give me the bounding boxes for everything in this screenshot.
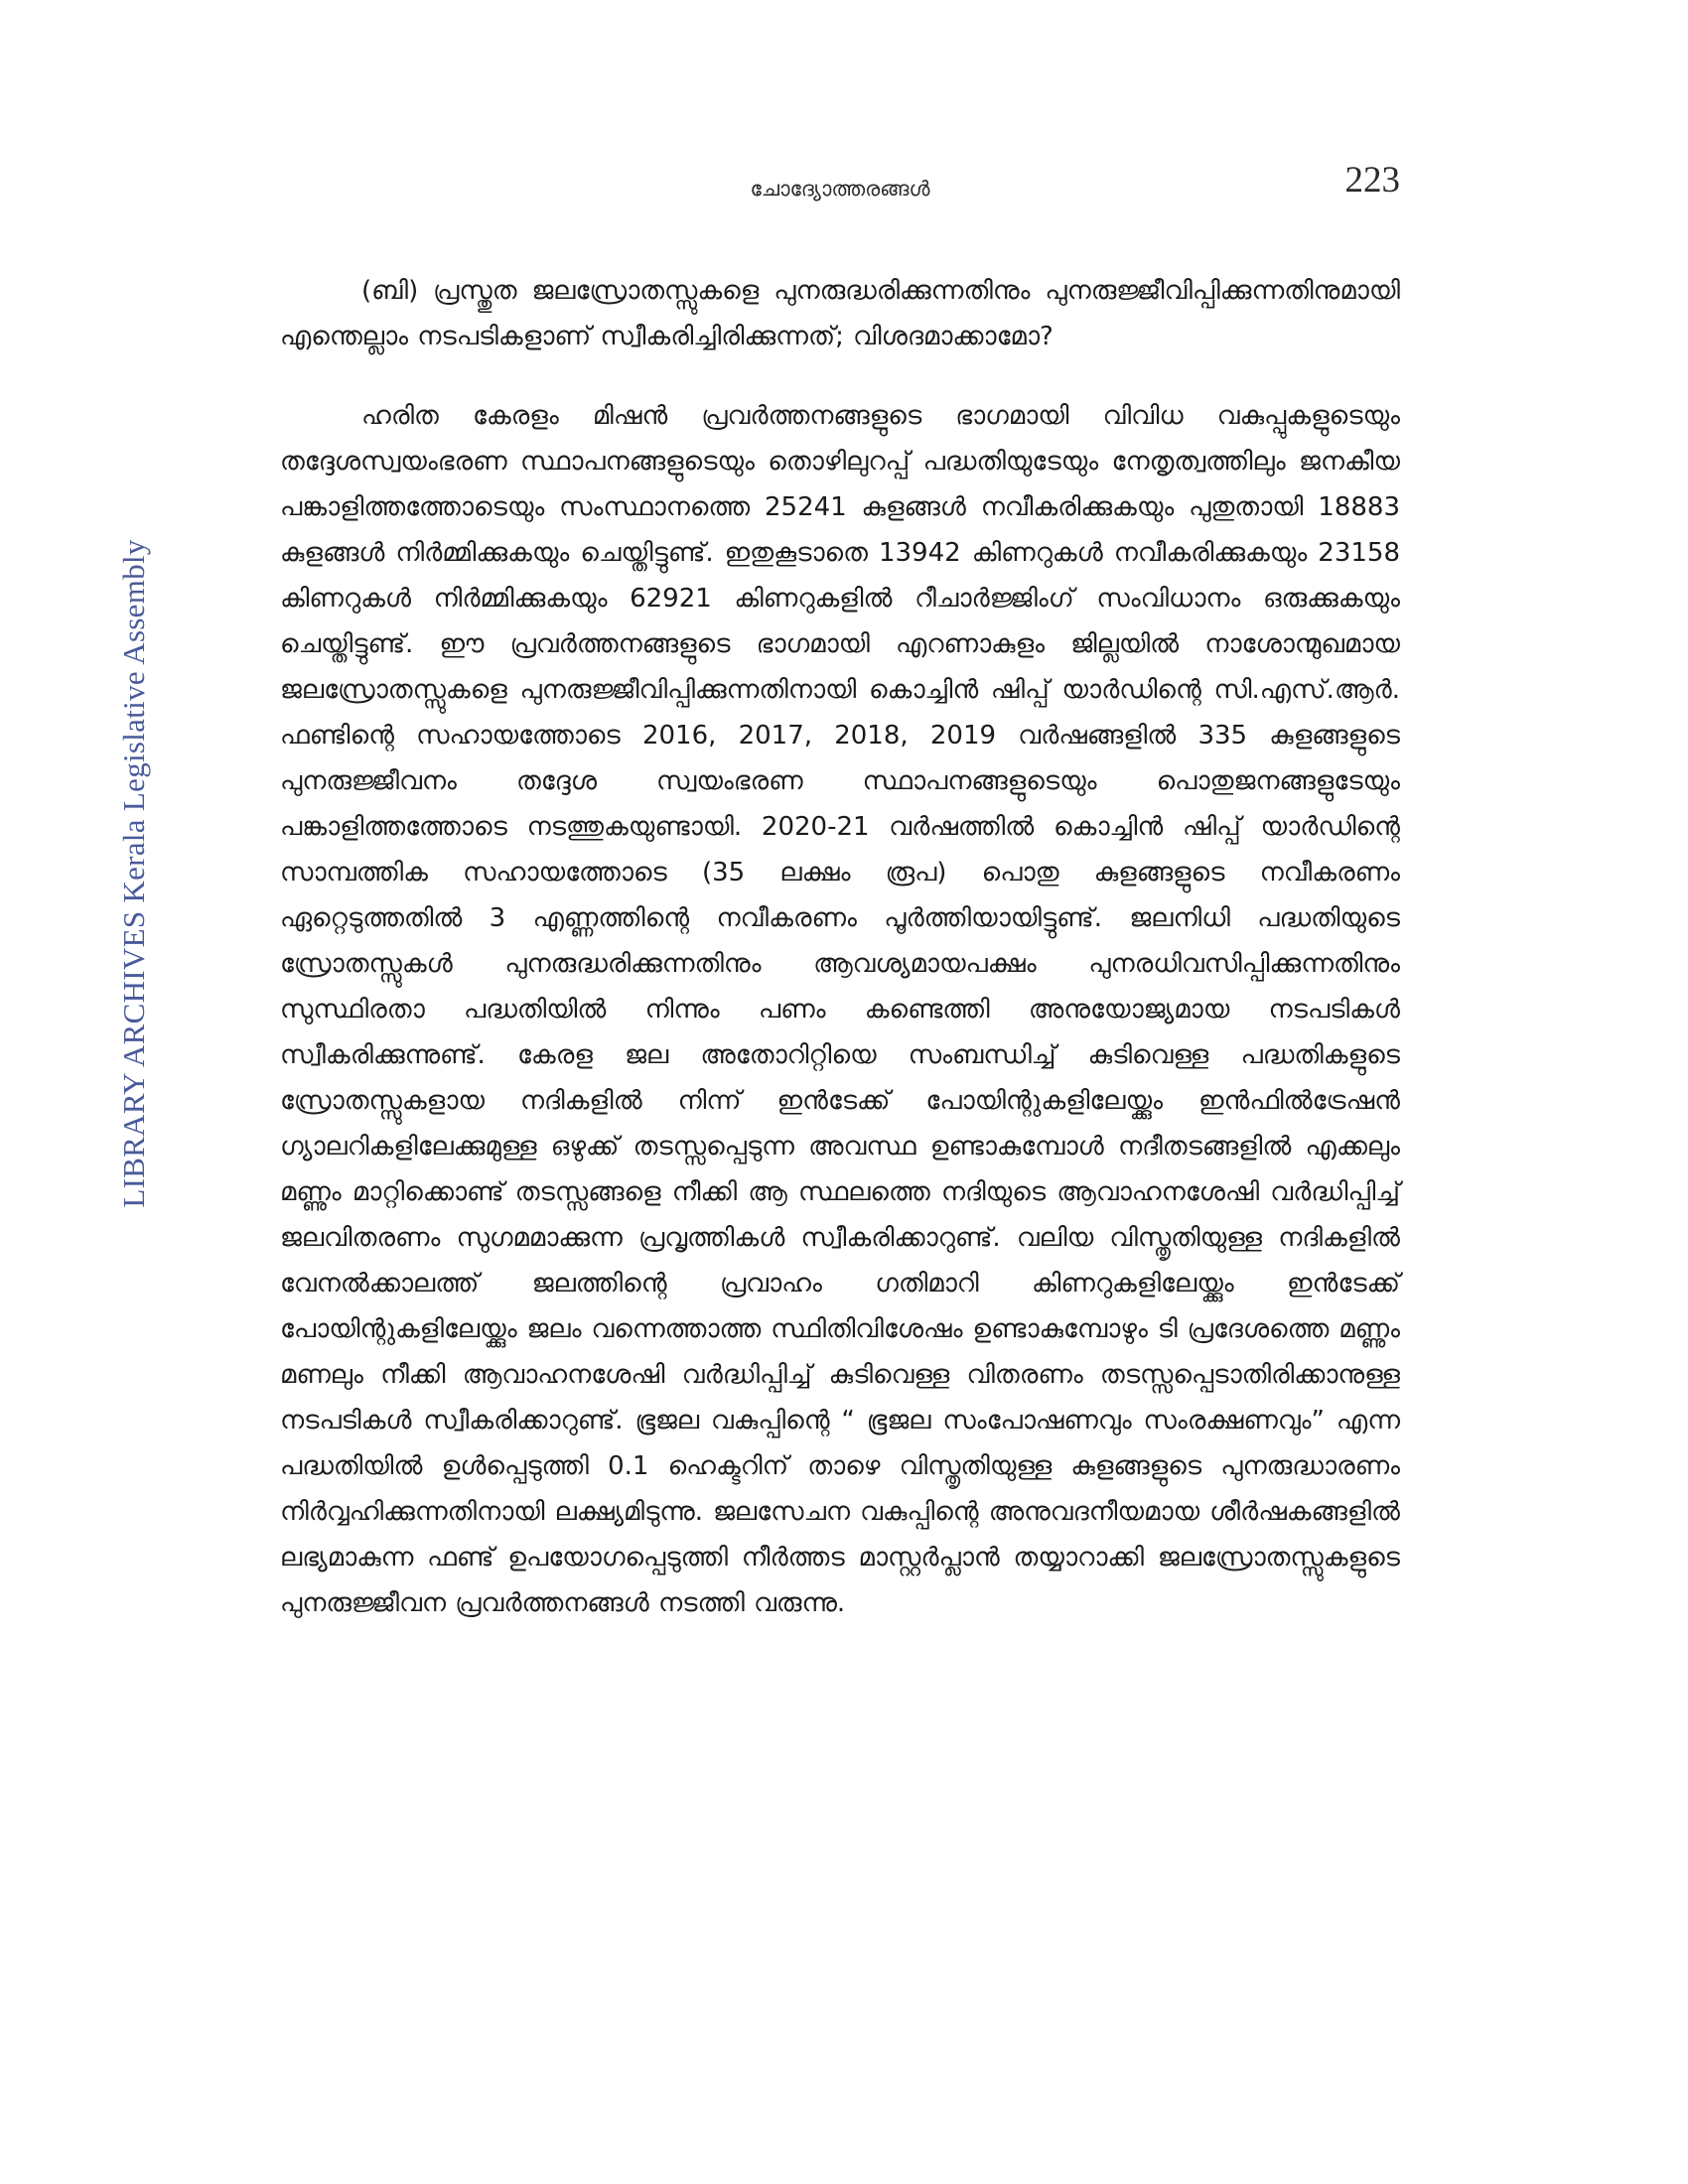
answer-paragraph: ഹരിത കേരളം മിഷൻ പ്രവർത്തനങ്ങളുടെ ഭാഗമായി വിവിധ വകുപ്പുകളുടെയും തദ്ദേശസ്വയംഭരണ സ്ഥാപനങ്ങളുടെയും തൊഴിലുറപ്പ് പദ്ധതിയുടേയും നേതൃത്വത്തിലും ജനകീയ പങ്കാളിത്തത്തോടെയും സംസ്ഥാനത്തെ 25241 കുളങ്ങൾ നവീകരിക്കുകയും പുതുതായി 18883 കുളങ്ങൾ നിർമ്മിക്കുകയും ചെയ്തിട്ടുണ്ട്. ഇതുകൂടാതെ 13942 കിണറുകൾ നവീകരിക്കുകയും 23158 കിണറുകൾ നിർമ്മിക്കുകയും 62921 കിണറുകളിൽ റീചാർജ്ജിംഗ് സംവിധാനം ഒരുക്കുകയും ചെയ്തിട്ടുണ്ട്. ഈ പ്രവർത്തനങ്ങളുടെ ഭാഗമായി എറണാകുളം ജില്ലയിൽ നാശോന്മുഖമായ ജലസ്രോതസ്സുകളെ പുനരുജ്ജീവിപ്പിക്കുന്നതിനായി കൊച്ചിൻ ഷിപ്പ് യാർഡിന്റെ സി.എസ്.ആർ. ഫണ്ടിന്റെ സഹായത്തോടെ 2016, 2017, 2018, 2019 വർഷങ്ങളിൽ 335 കുളങ്ങളുടെ പുനരുജ്ജീവനം തദ്ദേശ സ്വയംഭരണ സ്ഥാപനങ്ങളുടെയും പൊതുജനങ്ങളുടേയും പങ്കാളിത്തത്തോടെ നടത്തുകയുണ്ടായി. 2020-21 വർഷത്തിൽ കൊച്ചിൻ ഷിപ്പ് യാർഡിന്റെ സാമ്പത്തിക സഹായത്തോടെ (35 ലക്ഷം രൂപ) പൊതു കുളങ്ങളുടെ നവീകരണം ഏറ്റെടുത്തതിൽ 3 എണ്ണത്തിന്റെ നവീകരണം പൂർത്തിയായിട്ടുണ്ട്. ജലനിധി പദ്ധതിയുടെ സ്രോതസ്സുകൾ പുനരുദ്ധരിക്കുന്നതിനും ആവശ്യമായപക്ഷം പുനരധിവസിപ്പിക്കുന്നതിനും സുസ്ഥിരതാ പദ്ധതിയിൽ നിന്നും പണം കണ്ടെത്തി അനുയോജ്യമായ നടപടികൾ സ്വീകരിക്കുന്നുണ്ട്. കേരള ജല അതോറിറ്റിയെ സംബന്ധിച്ച് കുടിവെള്ള പദ്ധതികളുടെ സ്രോതസ്സുകളായ നദികളിൽ നിന്ന് ഇൻടേക്ക് പോയിന്റുകളിലേയ്ക്കും ഇൻഫിൽട്രേഷൻ ഗ്യാലറികളിലേക്കുമുള്ള ഒഴുക്ക് തടസ്സപ്പെടുന്ന അവസ്ഥ ഉണ്ടാകുമ്പോൾ നദീതടങ്ങളിൽ എക്കലും മണ്ണും മാറ്റിക്കൊണ്ട് തടസ്സങ്ങളെ നീക്കി ആ സ്ഥലത്തെ നദിയുടെ ആവാഹനശേഷി വർദ്ധിപ്പിച്ച് ജലവിതരണം സുഗമമാക്കുന്ന പ്രവൃത്തികൾ സ്വീകരിക്കാറുണ്ട്. വലിയ വിസ്തൃതിയുള്ള നദികളിൽ വേനൽക്കാലത്ത് ജലത്തിന്റെ പ്രവാഹം ഗതിമാറി കിണറുകളിലേയ്ക്കും ഇൻടേക്ക് പോയിന്റുകളിലേയ്ക്കും ജലം വന്നെത്താത്ത സ്ഥിതിവിശേഷം ഉണ്ടാകുമ്പോഴും ടി പ്രദേശത്തെ മണ്ണും മണലും നീക്കി ആവാഹനശേഷി വർദ്ധിപ്പിച്ച് കുടിവെള്ള വിതരണം തടസ്സപ്പെടാതിരിക്കാനുള്ള നടപടികൾ സ്വീകരിക്കാറുണ്ട്. ഭൂജല വകുപ്പിന്റെ “ ഭൂജല സംപോഷണവും സംരക്ഷണവും” എന്ന പദ്ധതിയിൽ ഉൾപ്പെടുത്തി 0.1 ഹെക്ടറിന് താഴെ വിസ്തൃതിയുള്ള കുളങ്ങളുടെ പുനരുദ്ധാരണം നിർവ്വഹിക്കുന്നതിനായി ലക്ഷ്യമിടുന്നു. ജലസേചന വകുപ്പിന്റെ അനുവദനീയമായ ശീർഷകങ്ങളിൽ ലഭ്യമാകുന്ന ഫണ്ട് ഉപയോഗപ്പെടുത്തി നീർത്തട മാസ്റ്റർപ്ലാൻ തയ്യാറാക്കി ജലസ്രോതസ്സുകളുടെ പുനരുജ്ജീവന പ്രവർത്തനങ്ങൾ നടത്തി വരുന്നു. (280, 401, 1400, 1618)
running-head-title: ചോദ്യോത്തരങ്ങൾ (750, 177, 930, 201)
page-number: 223 (1344, 160, 1400, 201)
page-header (280, 159, 1400, 210)
question-paragraph: (ബി) പ്രസ്തുത ജലസ്രോതസ്സുകളെ പുനരുദ്ധരിക്കുന്നതിനും പുനരുജ്ജീവിപ്പിക്കുന്നതിനുമായി എന്തെല്ലാം നടപടികളാണ് സ്വീകരിച്ചിരിക്കുന്നത്; വിശദമാക്കാമോ? (280, 276, 1400, 351)
document-body (280, 268, 1400, 1626)
archive-watermark: LIBRARY ARCHIVES Kerala Legislative Assembly (116, 539, 151, 1208)
